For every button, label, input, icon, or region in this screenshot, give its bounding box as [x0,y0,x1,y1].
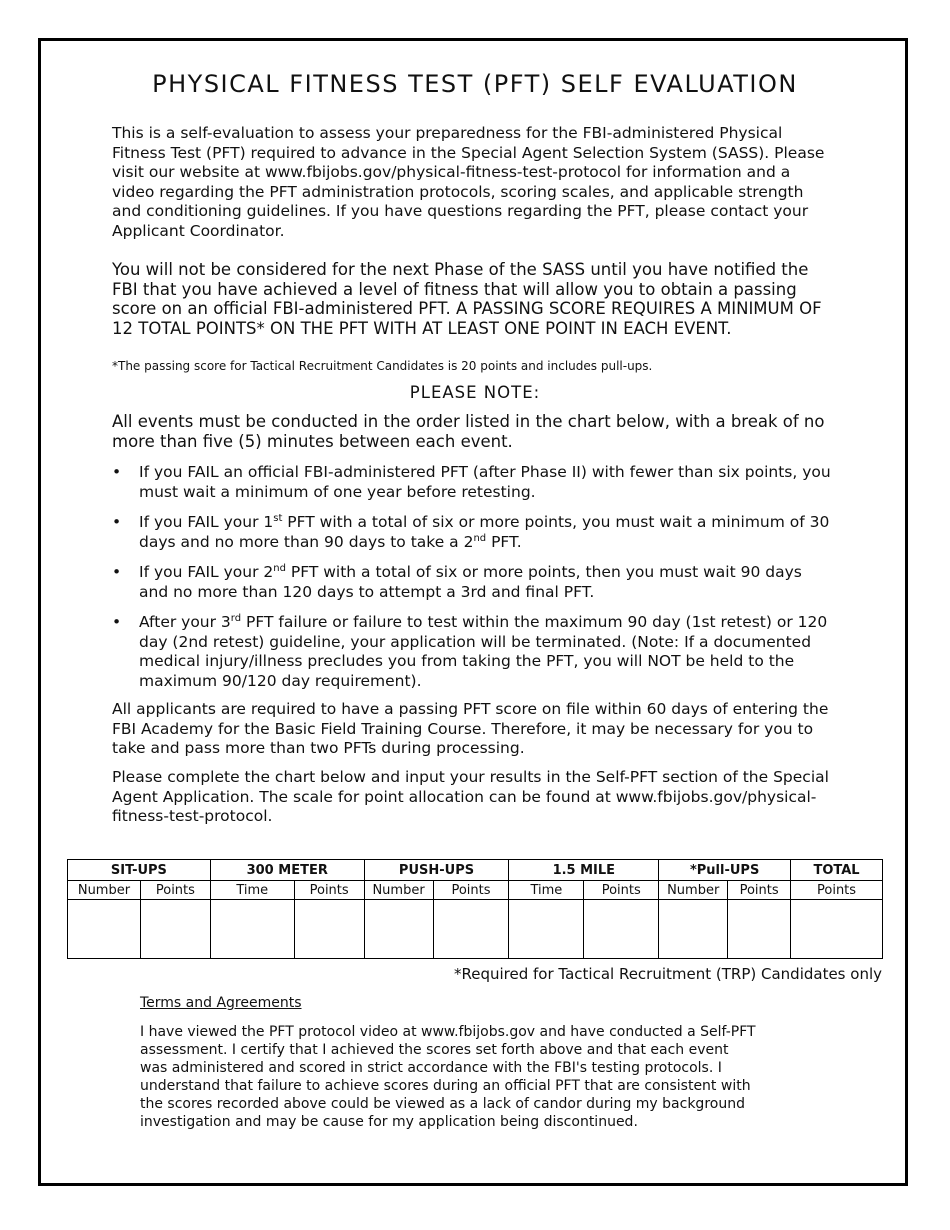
push-ups-number-cell[interactable] [364,900,433,959]
300-meter-time-cell[interactable] [210,900,294,959]
ordinal-suffix: st [273,512,283,524]
passing-score-footnote: *The passing score for Tactical Recruitment Candidates is 20 points and includes pull-ups. [112,359,653,373]
ordinal-suffix: rd [230,612,242,624]
total-header: TOTAL [791,860,883,881]
bullet-icon: • [112,513,122,531]
list-item [112,463,832,502]
complete-chart-paragraph: Please complete the chart below and input your results in the Self-PFT section of the Special Agent Application. The scale for point allocation can be found at www.fbijobs.gov/physical-fitness-test-protocol. [112,768,829,825]
list-item-text: PFT with a total of six or more points, then you must wait 90 days and no more than 120 days to attempt a 3rd and final PFT. [139,563,802,601]
events-order-paragraph: All events must be conducted in the order listed in the chart below, with a break of no more than five (5) minutes between each event. [112,412,825,451]
push-ups-points-cell[interactable] [433,900,509,959]
column-header: Number [364,881,433,900]
bullet-icon: • [112,463,122,481]
terms-heading: Terms and Agreements [140,995,302,1011]
1-5-mile-points-cell[interactable] [584,900,659,959]
list-item-text: PFT failure or failure to test within the maximum 90 day (1st retest) or 120 day (2nd retest) guideline, your application will be terminated. (Note: If a documented medical injury/illness precludes you from taking the PFT, you will NOT be held to the maximum 90/120 day requirement). [139,613,828,690]
bullet-icon: • [112,563,122,581]
list-item [112,513,832,552]
pft-score-table [67,859,883,959]
academy-paragraph: All applicants are required to have a passing PFT score on file within 60 days of entering the FBI Academy for the Basic Field Training Course. Therefore, it may be necessary for you to take and pass more than two PFTs during processing. [112,700,829,757]
column-header: Points [584,881,659,900]
list-item [112,563,832,602]
list-item-text: PFT with a total of six or more points, you must wait a minimum of 30 days and no more than 90 days to take a 2 [139,513,830,551]
requirement-paragraph: You will not be considered for the next Phase of the SASS until you have notified the FBI that you have achieved a level of fitness that will allow you to obtain a passing score on an official FBI-administered PFT. A PASSING SCORE REQUIRES A MINIMUM OF 12 TOTAL POINTS* ON THE PFT WITH AT LEAST ONE POINT IN EACH EVENT. [112,260,822,338]
total-points-cell[interactable] [791,900,883,959]
list-item-text: After your 3 [139,613,231,631]
column-header: Points [433,881,509,900]
1-5-mile-time-cell[interactable] [509,900,584,959]
list-item-text: If you FAIL your 1 [139,513,274,531]
column-header: Time [210,881,294,900]
terms-text: I have viewed the PFT protocol video at www.fbijobs.gov and have conducted a Self-PFT assessment. I certify that I achieved the scores set forth above and that each event was administered and scored in strict accordance with the FBI's testing protocols. I understand that failure to achieve scores during an official PFT that are consistent with the scores recorded above could be viewed as a lack of candor during my background investigation and may be cause for my application being discontinued. [140,1024,756,1130]
sit-ups-number-cell[interactable] [68,900,141,959]
column-header: Number [659,881,728,900]
list-item-text: If you FAIL your 2 [139,563,274,581]
pull-ups-header: *Pull-UPS [659,860,791,881]
column-header: Time [509,881,584,900]
column-header: Points [791,881,883,900]
list-item [112,613,832,691]
column-header: Points [140,881,210,900]
column-header: Points [294,881,364,900]
bullet-icon: • [112,613,122,631]
page-title: PHYSICAL FITNESS TEST (PFT) SELF EVALUATION [152,70,798,98]
300-meter-header: 300 METER [210,860,364,881]
please-note-heading: PLEASE NOTE: [409,383,541,402]
intro-paragraph: This is a self-evaluation to assess your preparedness for the FBI-administered Physical Fitness Test (PFT) required to advance in the Special Agent Selection System (SASS). Please visit our website at www.fbijobs.gov/physical-fitness-test-protocol for information and a video regarding the PFT administration protocols, scoring scales, and applicable strength and conditioning guidelines. If you have questions regarding the PFT, please contact your Applicant Coordinator. [112,124,825,240]
trp-required-note: *Required for Tactical Recruitment (TRP) Candidates only [453,965,882,983]
1-5-mile-header: 1.5 MILE [509,860,659,881]
300-meter-points-cell[interactable] [294,900,364,959]
retest-rules-list [112,463,832,702]
column-header: Points [728,881,791,900]
push-ups-header: PUSH-UPS [364,860,509,881]
list-item-text: PFT. [486,532,522,551]
ordinal-suffix: nd [273,562,286,574]
sit-ups-points-cell[interactable] [140,900,210,959]
list-item-text: If you FAIL an official FBI-administered PFT (after Phase II) with fewer than six points, you must wait a minimum of one year before retesting. [139,463,831,501]
column-header: Number [68,881,141,900]
ordinal-suffix: nd [473,532,487,544]
pull-ups-points-cell[interactable] [728,900,791,959]
pull-ups-number-cell[interactable] [659,900,728,959]
sit-ups-header: SIT-UPS [68,860,211,881]
